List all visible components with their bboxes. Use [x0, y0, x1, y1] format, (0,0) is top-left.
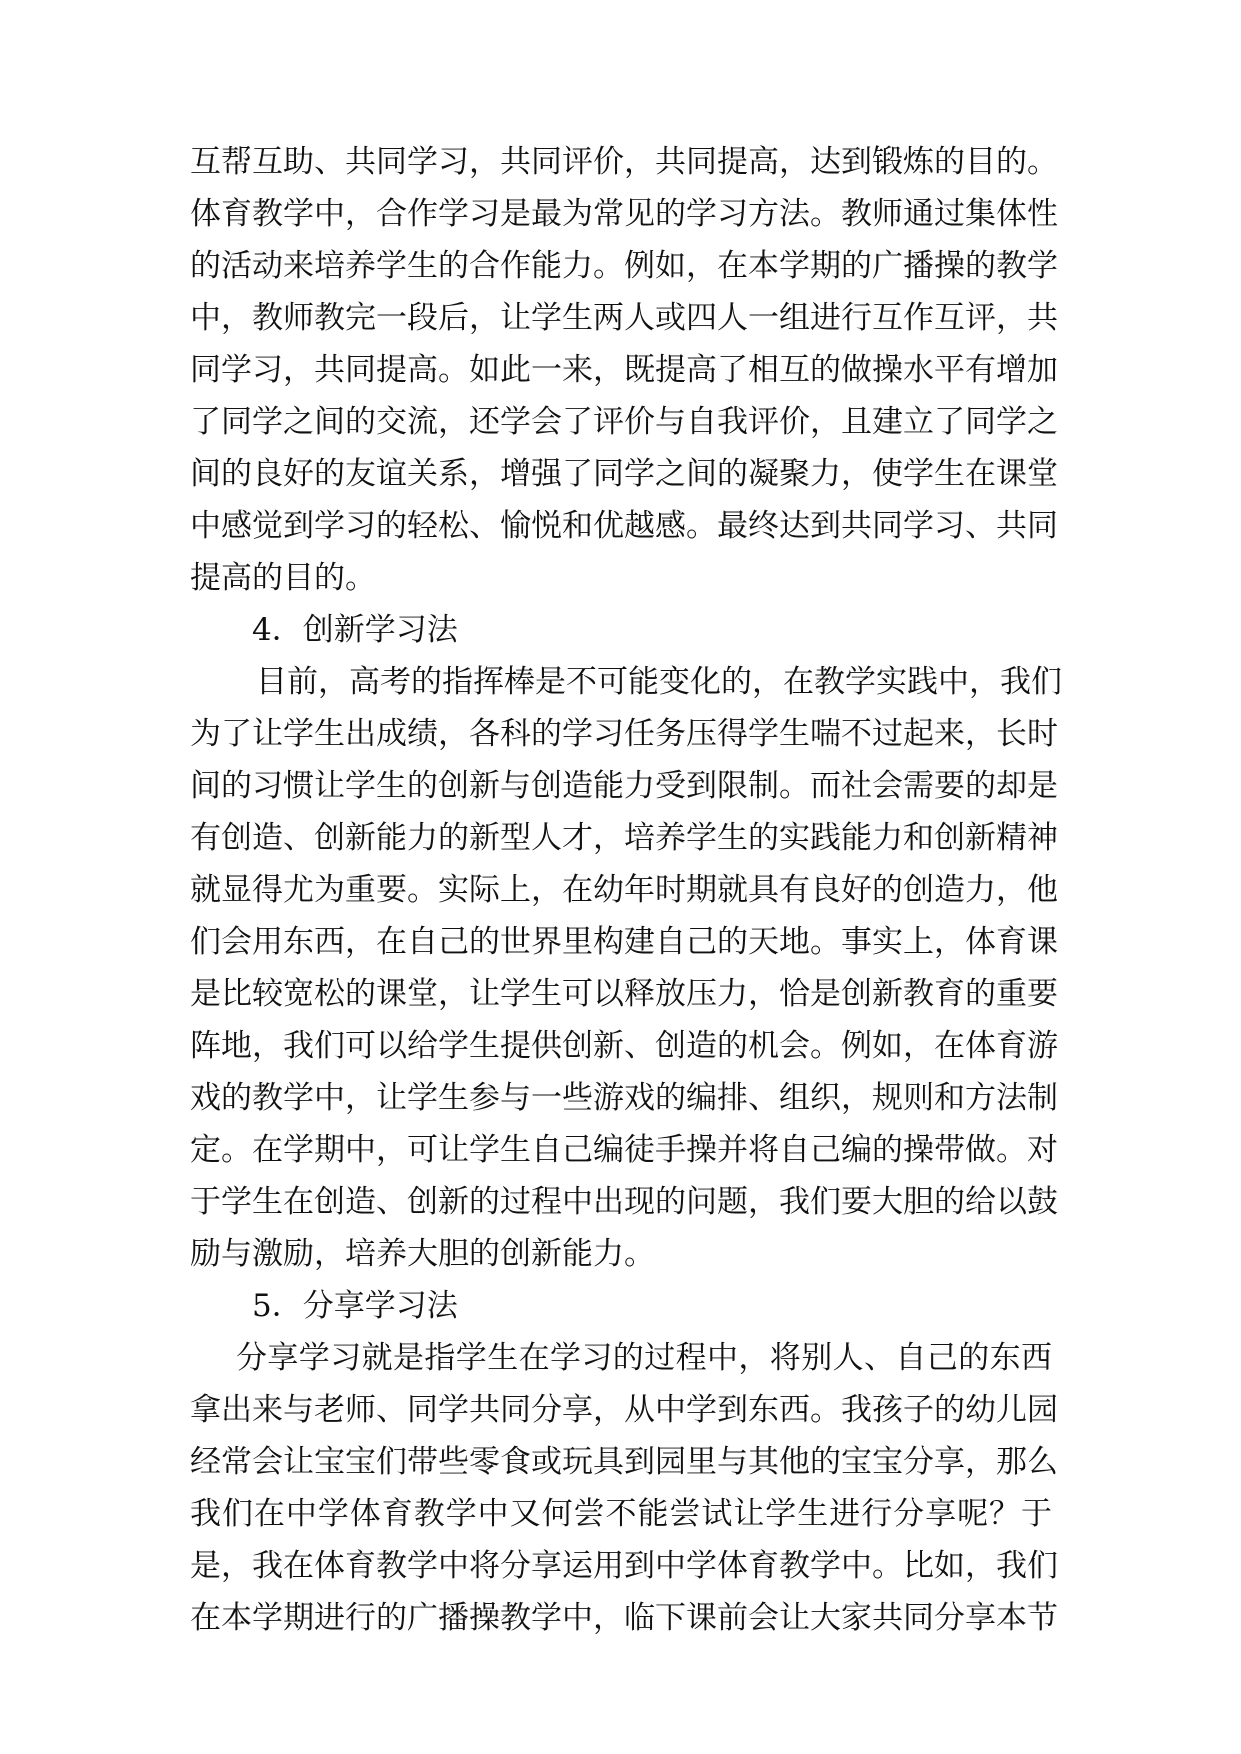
text-line: 经常会让宝宝们带些零食或玩具到园里与其他的宝宝分享，那么 — [190, 1444, 1058, 1480]
text-line: 中，教师教完一段后，让学生两人或四人一组进行互作互评，共 — [190, 300, 1058, 336]
text-line: 提高的目的。 — [190, 560, 376, 596]
text-line: 有创造、创新能力的新型人才，培养学生的实践能力和创新精神 — [190, 820, 1058, 856]
text-line: 定。在学期中，可让学生自己编徒手操并将自己编的操带做。对 — [190, 1132, 1058, 1168]
text-line: 体育教学中，合作学习是最为常见的学习方法。教师通过集体性 — [190, 196, 1058, 232]
text-line: 了同学之间的交流，还学会了评价与自我评价，且建立了同学之 — [190, 404, 1058, 440]
text-line: 就显得尤为重要。实际上，在幼年时期就具有良好的创造力，他 — [190, 872, 1058, 908]
text-line: 的活动来培养学生的合作能力。例如，在本学期的广播操的教学 — [190, 248, 1058, 284]
text-line: 戏的教学中，让学生参与一些游戏的编排、组织，规则和方法制 — [190, 1080, 1058, 1116]
text-line: 是比较宽松的课堂，让学生可以释放压力，恰是创新教育的重要 — [190, 976, 1058, 1012]
text-line: 阵地，我们可以给学生提供创新、创造的机会。例如，在体育游 — [190, 1028, 1058, 1064]
text-line: 拿出来与老师、同学共同分享，从中学到东西。我孩子的幼儿园 — [190, 1392, 1058, 1428]
paragraph-first-line: 目前，高考的指挥棒是不可能变化的，在教学实践中，我们 — [256, 664, 1062, 700]
section-heading-4: 4．创新学习法 — [252, 612, 458, 648]
text-line: 互帮互助、共同学习，共同评价，共同提高，达到锻炼的目的。 — [190, 144, 1058, 180]
text-line: 们会用东西，在自己的世界里构建自己的天地。事实上，体育课 — [190, 924, 1058, 960]
text-line: 同学习，共同提高。如此一来，既提高了相互的做操水平有增加 — [190, 352, 1058, 388]
text-line: 为了让学生出成绩，各科的学习任务压得学生喘不过起来，长时 — [190, 716, 1058, 752]
text-line: 是，我在体育教学中将分享运用到中学体育教学中。比如，我们 — [190, 1548, 1058, 1584]
text-line: 励与激励，培养大胆的创新能力。 — [190, 1236, 655, 1272]
text-line: 我们在中学体育教学中又何尝不能尝试让学生进行分享呢？于 — [190, 1496, 1052, 1532]
paragraph-first-line: 分享学习就是指学生在学习的过程中，将别人、自己的东西 — [236, 1340, 1052, 1376]
text-line: 中感觉到学习的轻松、愉悦和优越感。最终达到共同学习、共同 — [190, 508, 1058, 544]
text-line: 间的良好的友谊关系，增强了同学之间的凝聚力，使学生在课堂 — [190, 456, 1058, 492]
section-heading-5: 5．分享学习法 — [252, 1288, 458, 1324]
text-line: 间的习惯让学生的创新与创造能力受到限制。而社会需要的却是 — [190, 768, 1058, 804]
text-line: 在本学期进行的广播操教学中，临下课前会让大家共同分享本节 — [190, 1600, 1058, 1636]
text-line: 于学生在创造、创新的过程中出现的问题，我们要大胆的给以鼓 — [190, 1184, 1058, 1220]
